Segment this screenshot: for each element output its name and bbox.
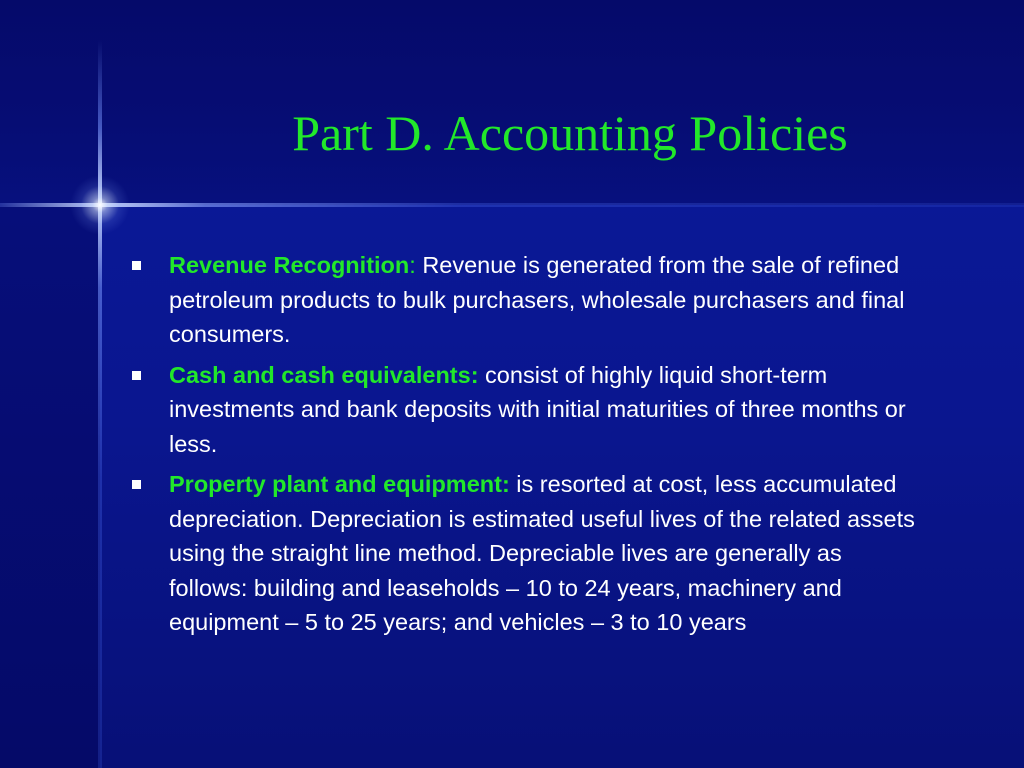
bullet-term: Property plant and equipment: [169,471,510,497]
light-flare-icon [70,175,130,235]
bullet-item-property-plant-equipment [130,467,920,640]
vertical-light-line [98,40,102,768]
bullet-text: Revenue is generated from the sale of refined petroleum products to bulk purchasers, wholesale purchasers and final consumers. [169,252,905,347]
square-bullet-icon [132,371,141,380]
slide-title: Part D. Accounting Policies [292,105,848,161]
bullet-text: consist of highly liquid short-term investments and bank deposits with initial maturities of three months or less. [169,361,906,457]
left-band [0,205,100,768]
title-band [0,0,1024,205]
horizontal-light-line [0,203,1024,207]
square-bullet-icon [132,480,141,489]
bullet-term: Cash and cash equivalents: [169,361,479,388]
bullet-item-revenue-recognition [130,248,920,352]
bullet-item-cash-equivalents [130,358,920,462]
bullet-separator: : [409,252,416,278]
bullet-text: is resorted at cost, less accumulated depreciation. Depreciation is estimated useful lives of the related assets using the straight line method. Depreciable lives are generally as follows: building and leaseholds – 10 to 24 years, machinery and equipment – 5 to 25 years; and vehicles – 3 to 10 years [169,471,915,635]
bullet-list [130,248,920,646]
bullet-term: Revenue Recognition [169,252,410,278]
square-bullet-icon [132,261,141,270]
